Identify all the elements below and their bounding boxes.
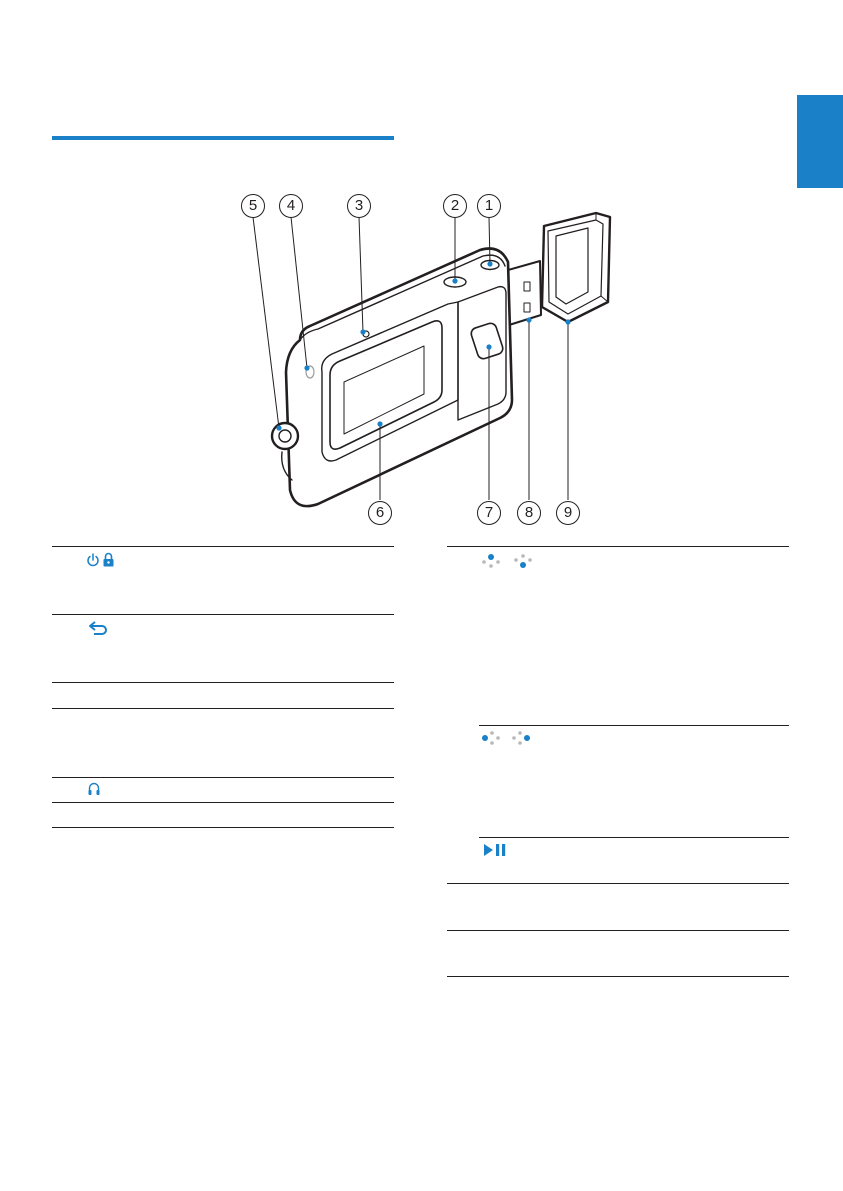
callout-2: 2 xyxy=(443,194,467,218)
headphones-icon xyxy=(88,782,100,796)
table-rule xyxy=(52,682,394,683)
usb-cap xyxy=(542,213,610,322)
table-rule xyxy=(479,837,789,838)
table-rule xyxy=(52,802,394,803)
callout-7: 7 xyxy=(477,501,501,525)
table-rule xyxy=(52,777,394,778)
callout-5: 5 xyxy=(241,194,265,218)
table-rule xyxy=(52,614,394,615)
table-rule xyxy=(447,883,789,884)
callout-1: 1 xyxy=(477,194,501,218)
table-rule xyxy=(479,725,789,726)
table-rule xyxy=(447,930,789,931)
table-rule xyxy=(447,546,789,547)
power-icon xyxy=(86,553,100,567)
table-rule xyxy=(52,708,394,709)
callout-4: 4 xyxy=(279,194,303,218)
headphone-jack xyxy=(272,423,298,449)
table-rule xyxy=(52,827,394,828)
table-rule xyxy=(52,546,394,547)
device-body-outline xyxy=(286,249,512,507)
callout-8: 8 xyxy=(517,501,541,525)
nav-up-icon xyxy=(481,553,501,569)
nav-down-icon xyxy=(513,553,533,569)
lock-icon xyxy=(102,552,115,567)
play-pause-icon xyxy=(483,843,507,857)
nav-right-icon xyxy=(511,730,531,746)
nav-left-icon xyxy=(481,730,501,746)
callout-6: 6 xyxy=(368,501,392,525)
device-illustration xyxy=(0,0,843,540)
table-rule xyxy=(447,976,789,977)
back-icon xyxy=(88,620,110,636)
callout-9: 9 xyxy=(556,501,580,525)
callout-3: 3 xyxy=(347,194,371,218)
